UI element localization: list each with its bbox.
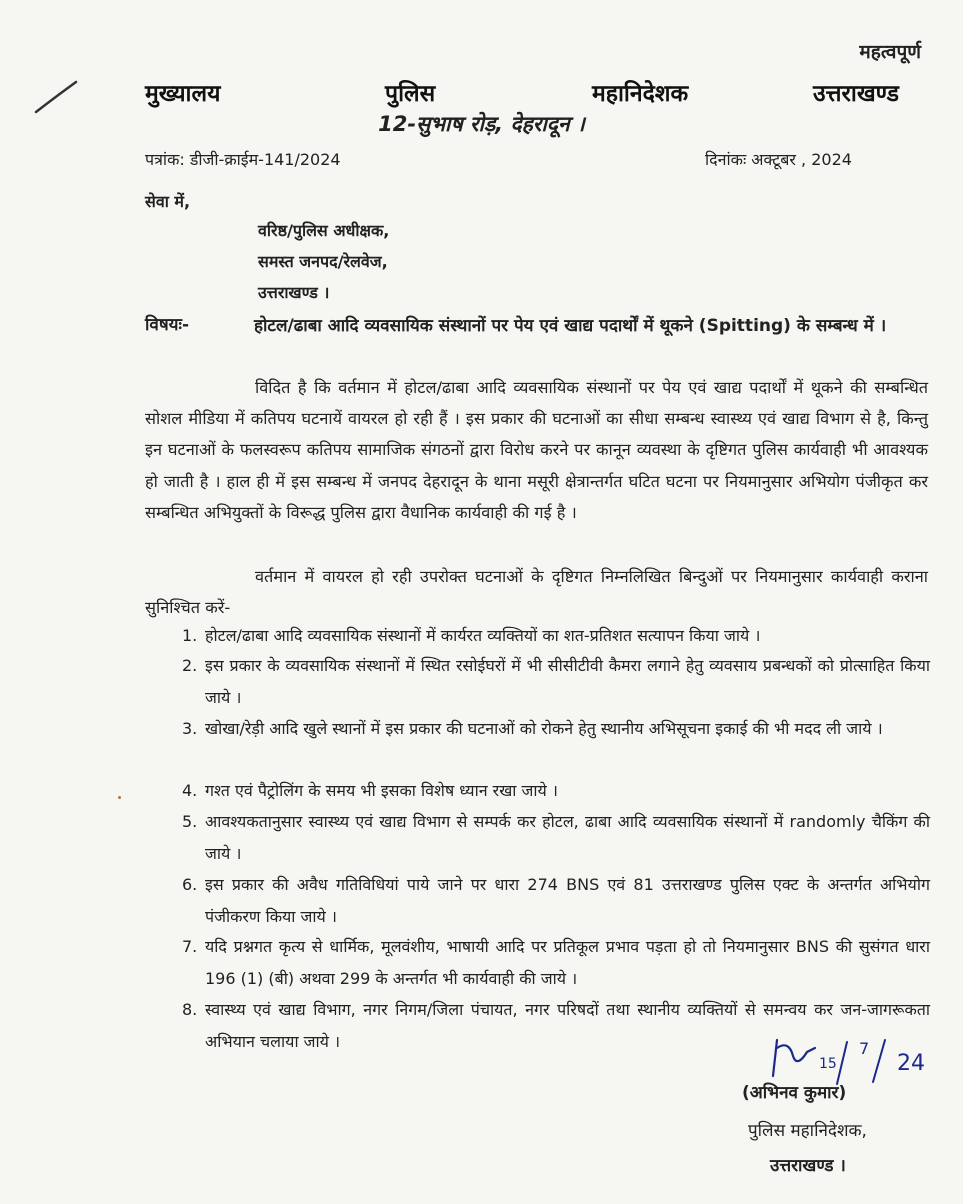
list-item [182, 869, 930, 932]
list-item [182, 620, 930, 652]
subject-text: होटल/ढाबा आदि व्यवसायिक संस्थानों पर पेय एवं खाद्य पदार्थों में थूकने (Spitting) के सम्बन्ध में । [254, 316, 887, 336]
body-paragraph: विदित है कि वर्तमान में होटल/ढाबा आदि व्यवसायिक संस्थानों पर पेय एवं खाद्य पदार्थों में थूकने की सम्बन्धित सोशल मीडिया में कतिपय घटनायें वायरल हो रही हैं । इस प्रकार की घटनाओं का सीधा सम्बन्ध स्वास्थ्य एवं खाद्य विभाग से है, किन्तु इन घटनाओं के फलस्वरूप कतिपय सामाजिक संगठनों द्वारा विरोध करने पर कानून व्यवस्था के दृष्टिगत पुलिस कार्यवाही भी आवश्यक हो जाती है । हाल ही में इस सम्बन्ध में जनपद देहरादून के थाना मसूरी क्षेत्रान्तर्गत घटित घटना पर नियमानुसार अभियोग पंजीकृत कर सम्बन्धित अभियुक्तों के विरूद्ध पुलिस द्वारा वैधानिक कार्यवाही की गई है । [145, 378, 928, 522]
handwritten-signature [763, 1030, 953, 1086]
list-item-number: 6. [182, 875, 198, 894]
list-item-text: इस प्रकार की अवैध गतिविधियां पाये जाने पर धारा 274 BNS एवं 81 उत्तराखण्ड पुलिस एक्ट के अन्तर्गत अभियोग पंजीकरण किया जाये । [205, 875, 930, 926]
list-item [182, 931, 930, 994]
list-item-text: यदि प्रश्नगत कृत्य से धार्मिक, मूलवंशीय, भाषायी आदि पर प्रतिकूल प्रभाव पड़ता हो तो नियमानुसार BNS की सुसंगत धारा 196 (1) (बी) अथवा 299 के अन्तर्गत भी कार्यवाही की जाये । [205, 937, 930, 988]
list-item-text: खोखा/रेड़ी आदि खुले स्थानों में इस प्रकार की घटनाओं को रोकने हेतु स्थानीय अभिसूचना इकाई की भी मदद ली जाये । [205, 719, 883, 738]
list-item-text: इस प्रकार के व्यवसायिक संस्थानों में स्थित रसोईघरों में भी सीसीटीवी कैमरा लगाने हेतु व्यवसाय प्रबन्धकों को प्रोत्साहित किया जाये । [205, 656, 930, 707]
list-item-text: होटल/ढाबा आदि व्यवसायिक संस्थानों में कार्यरत व्यक्तियों का शत-प्रतिशत सत्यापन किया जाये । [205, 626, 761, 645]
list-item [182, 806, 930, 869]
svg-text:7: 7 [859, 1039, 870, 1058]
list-item [182, 775, 930, 807]
header-word-headquarters: मुख्यालय [145, 81, 221, 107]
list-item-number: 4. [182, 781, 198, 800]
paper-speck [118, 796, 121, 799]
addressee-line: वरिष्ठ/पुलिस अधीक्षक, [258, 221, 390, 240]
list-item-text: आवश्यकतानुसार स्वास्थ्य एवं खाद्य विभाग से सम्पर्क कर होटल, ढाबा आदि व्यवसायिक संस्थानों में randomly चैकिंग की जाये । [205, 812, 930, 863]
list-item-text: गश्त एवं पैट्रोलिंग के समय भी इसका विशेष ध्यान रखा जाये । [205, 781, 558, 800]
signatory-state: उत्तराखण्ड । [770, 1156, 846, 1176]
svg-text:24: 24 [897, 1051, 925, 1076]
list-item-number: 8. [182, 1000, 198, 1019]
list-item-number: 2. [182, 656, 198, 675]
subject-label: विषयः- [145, 315, 190, 335]
salutation: सेवा में, [145, 192, 191, 211]
signatory-name: (अभिनव कुमार) [742, 1083, 847, 1103]
letter-date: दिनांकः अक्टूबर , 2024 [705, 150, 852, 169]
header-word-police: पुलिस [385, 81, 436, 107]
reference-number: पत्रांक: डीजी-क्राईम-141/2024 [145, 150, 341, 169]
list-item-number: 7. [182, 937, 198, 956]
signatory-title: पुलिस महानिदेशक, [748, 1121, 867, 1141]
list-item-text: स्वास्थ्य एवं खाद्य विभाग, नगर निगम/जिला पंचायत, नगर परिषदों तथा स्थानीय व्यक्तियों से समन्वय कर जन-जागरूकता अभियान चलाया जाये । [205, 1000, 930, 1051]
header-word-director-general: महानिदेशक [592, 81, 689, 107]
addressee-line: समस्त जनपद/रेलवेज, [258, 252, 388, 271]
list-item-number: 3. [182, 719, 198, 738]
header-word-uttarakhand: उत्तराखण्ड [813, 81, 899, 107]
list-item-number: 1. [182, 626, 198, 645]
list-item-number: 5. [182, 812, 198, 831]
header-address: 12-सुभाष रोड़, देहरादून । [378, 112, 585, 136]
important-marking: महत्वपूर्ण [859, 41, 921, 63]
body-paragraph: वर्तमान में वायरल हो रही उपरोक्त घटनाओं के दृष्टिगत निम्नलिखित बिन्दुओं पर नियमानुसार कार्यवाही कराना सुनिश्चित करें- [145, 567, 928, 618]
svg-text:15: 15 [819, 1056, 837, 1072]
list-item [182, 650, 930, 713]
addressee-line: उत्तराखण्ड । [258, 283, 330, 302]
list-item [182, 713, 930, 745]
